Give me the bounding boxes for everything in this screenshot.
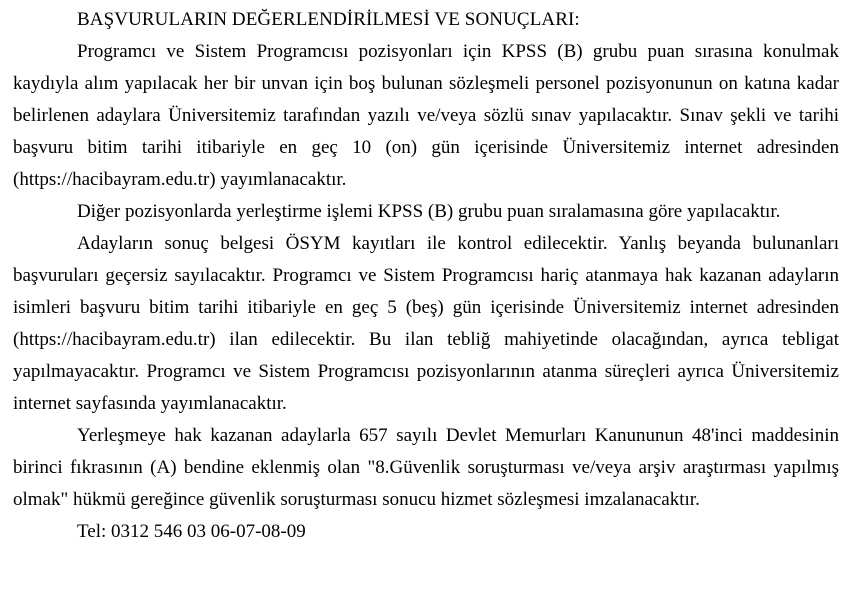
document-page — [13, 4, 839, 548]
contact-telephone: Tel: 0312 546 03 06-07-08-09 — [77, 521, 306, 542]
paragraph-other-positions: Diğer pozisyonlarda yerleştirme işlemi KPSS (B) grubu puan sıralamasına göre yapılacaktır. — [77, 201, 781, 222]
paragraph-security-investigation: Yerleşmeye hak kazanan adaylarla 657 sayılı Devlet Memurları Kanununun 48'inci maddesinin birinci fıkrasının (A) bendine eklenmiş olan "8.Güvenlik soruşturması ve/veya arşiv araştırması yapılmış olmak" hükmü gereğince güvenlik soruşturması sonucu hizmet sözleşmesi imzalanacaktır. — [13, 425, 839, 510]
paragraph-exam-procedure: Programcı ve Sistem Programcısı pozisyonları için KPSS (B) grubu puan sırasına konulmak kaydıyla alım yapılacak her bir unvan için boş bulunan sözleşmeli personel pozisyonunun on katına kadar belirlenen adaylara Üniversitemiz tarafından yazılı ve/veya sözlü sınav yapılacaktır. Sınav şekli ve tarihi başvuru bitim tarihi itibariyle en geç 10 (on) gün içerisinde Üniversitemiz internet adresinden (https://hacibayram.edu.tr) yayımlanacaktır. — [13, 41, 839, 190]
section-heading: BAŞVURULARIN DEĞERLENDİRİLMESİ VE SONUÇLARI: — [77, 9, 580, 30]
paragraph-results-announcement: Adayların sonuç belgesi ÖSYM kayıtları ile kontrol edilecektir. Yanlış beyanda bulunanları başvuruları geçersiz sayılacaktır. Programcı ve Sistem Programcısı hariç atanmaya hak kazanan adayların isimleri başvuru bitim tarihi itibariyle en geç 5 (beş) gün içerisinde Üniversitemiz internet adresinden (https://hacibayram.edu.tr) ilan edilecektir. Bu ilan tebliğ mahiyetinde olacağından, ayrıca tebligat yapılmayacaktır. Programcı ve Sistem Programcısı pozisyonlarının atanma süreçleri ayrıca Üniversitemiz internet sayfasında yayımlanacaktır. — [13, 233, 839, 414]
